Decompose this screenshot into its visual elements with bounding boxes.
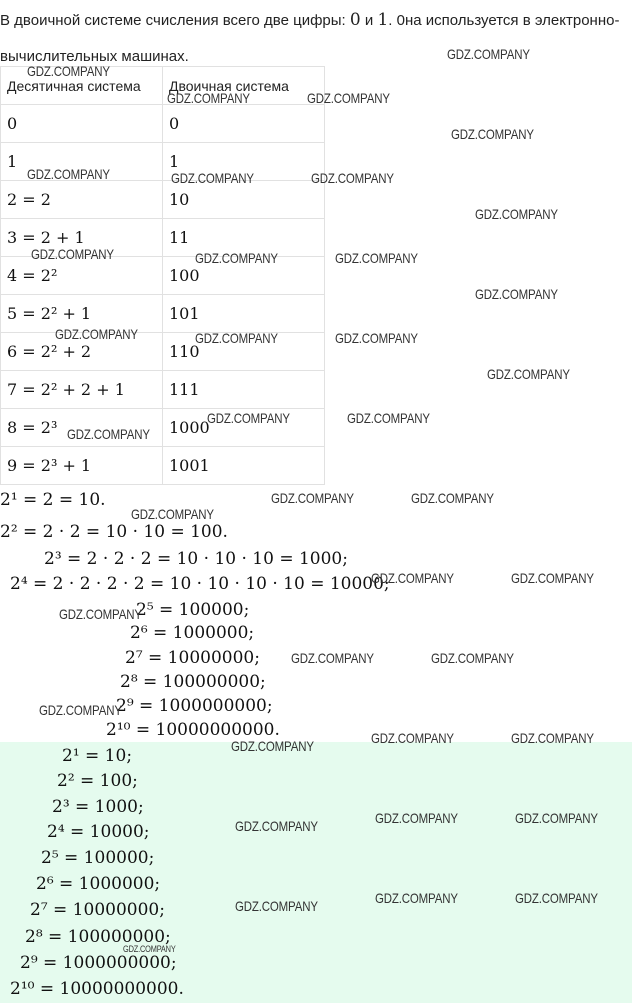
watermark: GDZ.COMPANY (131, 506, 214, 522)
answer-equation: 2¹ = 10; (62, 746, 133, 766)
table-row (1, 295, 325, 333)
answer-equation: 2² = 100; (57, 771, 138, 791)
watermark: GDZ.COMPANY (55, 326, 138, 342)
decimal-cell: 5 = 2² + 1 (1, 295, 163, 333)
power-equation: 2⁹ = 1000000000; (116, 696, 273, 716)
watermark: GDZ.COMPANY (475, 206, 558, 222)
watermark: GDZ.COMPANY (59, 606, 142, 622)
watermark: GDZ.COMPANY (31, 246, 114, 262)
watermark: GDZ.COMPANY (475, 286, 558, 302)
intro-text-1: В двоичной системе счисления всего две цифры: (0, 12, 350, 29)
decimal-cell: 2 = 2 (1, 181, 163, 219)
header-decimal: Десятичная система (1, 67, 163, 105)
power-equation: 2⁵ = 100000; (136, 600, 250, 620)
watermark: GDZ.COMPANY (515, 810, 598, 826)
watermark: GDZ.COMPANY (195, 330, 278, 346)
decimal-cell: 3 = 2 + 1 (1, 219, 163, 257)
watermark: GDZ.COMPANY (411, 490, 494, 506)
answer-equation: 2¹⁰ = 10000000000. (10, 979, 184, 999)
power-equation: 2¹⁰ = 10000000000. (106, 720, 280, 740)
intro-digit-0: 0 (349, 10, 361, 30)
decimal-cell: 9 = 2³ + 1 (1, 447, 163, 485)
watermark: GDZ.COMPANY (487, 366, 570, 382)
watermark: GDZ.COMPANY (231, 738, 314, 754)
intro-digit-1: 1 (377, 10, 389, 30)
header-binary: Двоичная система (163, 67, 325, 105)
answer-equation: 2⁷ = 10000000; (30, 900, 165, 920)
watermark: GDZ.COMPANY (171, 170, 254, 186)
decimal-cell: 4 = 2² (1, 257, 163, 295)
watermark: GDZ.COMPANY (235, 898, 318, 914)
binary-cell: 110 (163, 333, 325, 371)
power-equation: 2⁸ = 100000000; (120, 672, 266, 692)
binary-cell: 0 (163, 105, 325, 143)
watermark: GDZ.COMPANY (447, 46, 530, 62)
watermark: GDZ.COMPANY (375, 810, 458, 826)
power-equation: 2² = 2 · 2 = 10 · 10 = 100. (0, 522, 228, 542)
watermark: GDZ.COMPANY (311, 170, 394, 186)
binary-cell: 111 (163, 371, 325, 409)
decimal-cell: 8 = 2³ (1, 409, 163, 447)
watermark: GDZ.COMPANY (195, 250, 278, 266)
table-row (1, 447, 325, 485)
watermark: GDZ.COMPANY (291, 650, 374, 666)
answer-equation: 2⁹ = 1000000000; (20, 953, 177, 973)
power-equation: 2⁴ = 2 · 2 · 2 · 2 = 10 · 10 · 10 · 10 = 10000; (10, 574, 390, 594)
table-row (1, 181, 325, 219)
watermark: GDZ.COMPANY (123, 944, 176, 954)
power-equation: 2⁶ = 1000000; (130, 623, 255, 643)
binary-cell: 1000 (163, 409, 325, 447)
answer-equation: 2³ = 1000; (52, 797, 144, 817)
binary-cell: 11 (163, 219, 325, 257)
answer-equation: 2⁵ = 100000; (41, 848, 155, 868)
watermark: GDZ.COMPANY (27, 166, 110, 182)
watermark: GDZ.COMPANY (235, 818, 318, 834)
binary-cell: 101 (163, 295, 325, 333)
binary-cell: 100 (163, 257, 325, 295)
watermark: GDZ.COMPANY (451, 126, 534, 142)
answer-equation: 2⁸ = 100000000; (25, 927, 171, 947)
power-equation: 2³ = 2 · 2 · 2 = 10 · 10 · 10 = 1000; (44, 549, 348, 569)
answer-equation: 2⁶ = 1000000; (36, 874, 161, 894)
watermark: GDZ.COMPANY (307, 90, 390, 106)
watermark: GDZ.COMPANY (371, 570, 454, 586)
watermark: GDZ.COMPANY (67, 426, 150, 442)
watermark: GDZ.COMPANY (27, 63, 110, 79)
watermark: GDZ.COMPANY (335, 330, 418, 346)
watermark: GDZ.COMPANY (207, 410, 290, 426)
watermark: GDZ.COMPANY (511, 730, 594, 746)
intro-text-2: . 0на используется в электронно-вычислительных машинах. (0, 12, 620, 65)
watermark: GDZ.COMPANY (347, 410, 430, 426)
decimal-cell: 1 (1, 143, 163, 181)
watermark: GDZ.COMPANY (511, 570, 594, 586)
watermark: GDZ.COMPANY (375, 890, 458, 906)
watermark: GDZ.COMPANY (39, 702, 122, 718)
power-equation: 2¹ = 2 = 10. (0, 490, 106, 510)
decimal-cell: 7 = 2² + 2 + 1 (1, 371, 163, 409)
binary-cell: 10 (163, 181, 325, 219)
watermark: GDZ.COMPANY (431, 650, 514, 666)
binary-cell: 1001 (163, 447, 325, 485)
answer-equation: 2⁴ = 10000; (47, 822, 150, 842)
watermark: GDZ.COMPANY (371, 730, 454, 746)
watermark: GDZ.COMPANY (515, 890, 598, 906)
intro-text-and: и (360, 12, 378, 29)
watermark: GDZ.COMPANY (271, 490, 354, 506)
power-equation: 2⁷ = 10000000; (125, 648, 260, 668)
binary-cell: 1 (163, 143, 325, 181)
decimal-cell: 6 = 2² + 2 (1, 333, 163, 371)
watermark: GDZ.COMPANY (167, 90, 250, 106)
watermark: GDZ.COMPANY (335, 250, 418, 266)
table-row (1, 371, 325, 409)
table-row (1, 105, 325, 143)
decimal-cell: 0 (1, 105, 163, 143)
